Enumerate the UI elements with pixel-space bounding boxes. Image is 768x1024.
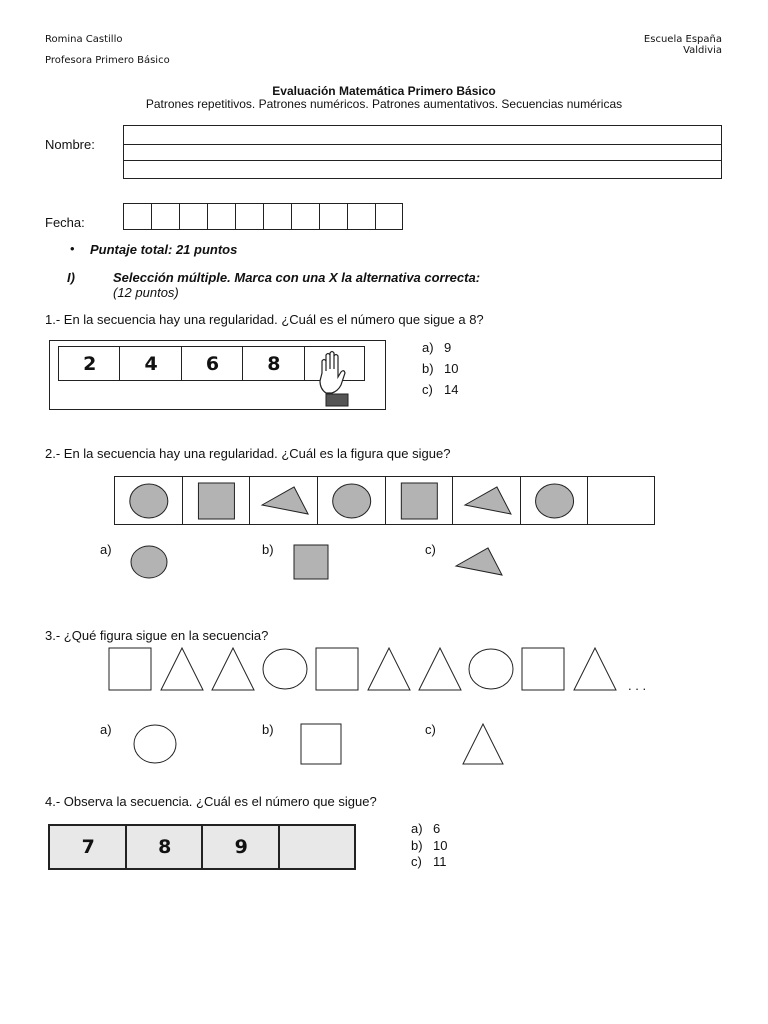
- q3-option-square: [301, 724, 341, 764]
- option-letter[interactable]: b): [411, 837, 423, 853]
- q3-option-circle: [134, 725, 176, 763]
- section-points: (12 puntos): [113, 285, 179, 300]
- q1-number: 6: [205, 353, 220, 375]
- option-letter[interactable]: c): [425, 542, 436, 557]
- q3-square-shape: [522, 648, 564, 690]
- option-letter[interactable]: c): [411, 854, 422, 869]
- section-title: Selección múltiple. Marca con una X la alternativa correcta:: [113, 270, 481, 285]
- option-letter[interactable]: b): [262, 722, 274, 737]
- section-numeral: I): [67, 270, 75, 285]
- option-value[interactable]: 9: [444, 340, 452, 355]
- question-1-text: 1.- En la secuencia hay una regularidad. ¿Cuál es el número que sigue a 8?: [45, 312, 484, 327]
- option-letter[interactable]: a): [100, 542, 112, 557]
- option-value[interactable]: 6: [433, 821, 441, 836]
- option-letter[interactable]: a): [422, 340, 434, 355]
- option-letter[interactable]: b): [262, 542, 274, 557]
- school-name: Escuela España: [643, 34, 722, 45]
- q3-triangle-shape: [212, 648, 254, 690]
- q4-number: 7: [81, 836, 95, 858]
- option-letter[interactable]: c): [425, 722, 436, 737]
- option-value[interactable]: 11: [433, 854, 447, 869]
- teacher-role: Profesora Primero Básico: [45, 55, 170, 66]
- q3-triangle-shape: [419, 648, 461, 690]
- q4-sequence: [48, 824, 356, 870]
- option-value[interactable]: 14: [444, 382, 459, 397]
- page-title: Evaluación Matemática Primero Básico: [272, 84, 496, 98]
- q3-circle-shape: [469, 649, 513, 689]
- q1-number: 2: [83, 353, 97, 375]
- option-letter[interactable]: a): [100, 722, 112, 737]
- q4-number: 8: [158, 836, 172, 858]
- q3-square-shape: [109, 648, 151, 690]
- q3-triangle-shape: [161, 648, 203, 690]
- q1-number: 4: [144, 353, 158, 375]
- question-3-text: 3.- ¿Qué figura sigue en la secuencia?: [45, 628, 269, 643]
- total-score: Puntaje total: 21 puntos: [90, 242, 238, 257]
- option-letter[interactable]: a): [411, 821, 423, 836]
- option-value[interactable]: 10: [444, 361, 459, 376]
- bullet-icon: •: [70, 241, 75, 256]
- question-2-text: 2.- En la secuencia hay una regularidad. ¿Cuál es la figura que sigue?: [45, 446, 451, 461]
- page-subtitle: Patrones repetitivos. Patrones numéricos. Patrones aumentativos. Secuencias numéricas: [145, 97, 623, 111]
- q3-triangle-shape: [368, 648, 410, 690]
- date-label: Fecha:: [45, 215, 85, 230]
- name-label: Nombre:: [45, 137, 95, 152]
- teacher-name: Romina Castillo: [45, 34, 123, 45]
- q3-square-shape: [316, 648, 358, 690]
- question-4-text: 4.- Observa la secuencia. ¿Cuál es el número que sigue?: [45, 794, 377, 809]
- q3-ellipsis: . . .: [628, 678, 647, 693]
- q3-triangle-shape: [574, 648, 616, 690]
- q3-option-triangle: [463, 724, 503, 764]
- q3-circle-shape: [263, 649, 307, 689]
- school-city: Valdivia: [683, 45, 722, 56]
- option-letter[interactable]: c): [422, 382, 433, 397]
- option-value[interactable]: 10: [433, 837, 448, 853]
- q1-number: 8: [267, 353, 281, 375]
- q4-number: 9: [234, 836, 248, 858]
- option-letter[interactable]: b): [422, 361, 434, 376]
